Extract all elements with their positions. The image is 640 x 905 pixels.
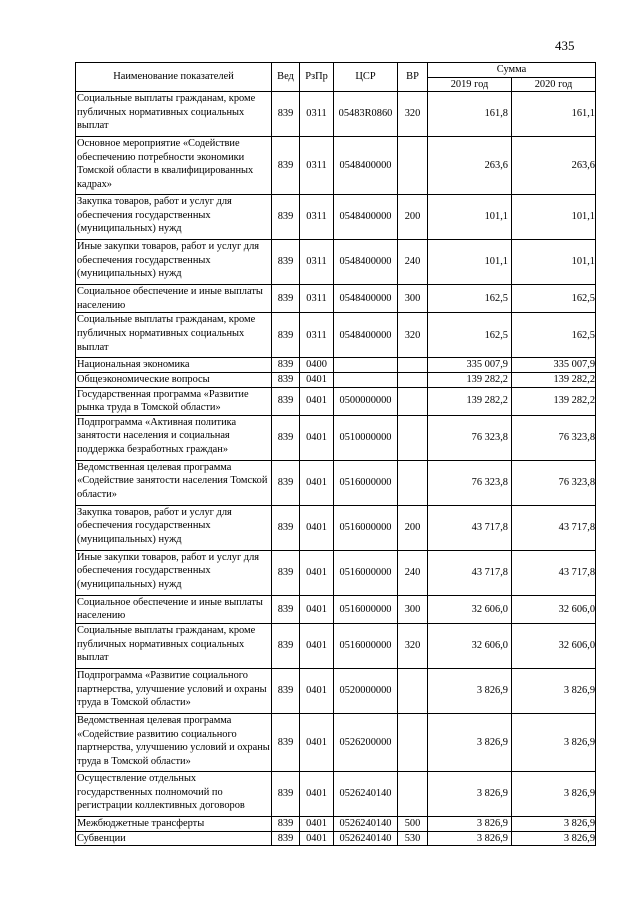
table-header — [76, 63, 596, 92]
row-name: Национальная экономика — [76, 358, 272, 373]
row-2020: 335 007,9 — [512, 358, 596, 373]
row-name: Межбюджетные трансферты — [76, 816, 272, 831]
row-vr: 200 — [398, 505, 428, 550]
table-row — [76, 460, 596, 505]
row-name: Подпрограмма «Активная политика занятости населения и социальная поддержка безработных граждан» — [76, 415, 272, 460]
table-row — [76, 623, 596, 668]
row-2019: 162,5 — [428, 285, 512, 313]
row-ved: 839 — [272, 285, 300, 313]
row-2019: 139 282,2 — [428, 387, 512, 415]
row-name: Ведомственная целевая программа «Содействие занятости населения Томской области» — [76, 460, 272, 505]
row-ved: 839 — [272, 195, 300, 240]
budget-table — [75, 62, 596, 846]
row-2019: 162,5 — [428, 313, 512, 358]
table-row — [76, 595, 596, 623]
row-2019: 32 606,0 — [428, 595, 512, 623]
row-vr — [398, 668, 428, 713]
row-csr: 0548400000 — [334, 137, 398, 195]
row-2020: 162,5 — [512, 313, 596, 358]
table-row — [76, 195, 596, 240]
table-row — [76, 92, 596, 137]
header-csr: ЦСР — [334, 63, 398, 92]
row-2020: 32 606,0 — [512, 595, 596, 623]
row-rzpr: 0401 — [300, 623, 334, 668]
row-vr: 240 — [398, 550, 428, 595]
row-rzpr: 0401 — [300, 831, 334, 846]
header-2020: 2020 год — [512, 77, 596, 92]
row-rzpr: 0311 — [300, 240, 334, 285]
row-vr — [398, 713, 428, 771]
row-ved: 839 — [272, 137, 300, 195]
row-rzpr: 0400 — [300, 358, 334, 373]
row-2019: 161,8 — [428, 92, 512, 137]
row-rzpr: 0401 — [300, 816, 334, 831]
row-name: Государственная программа «Развитие рынка труда в Томской области» — [76, 387, 272, 415]
row-csr: 0548400000 — [334, 285, 398, 313]
row-vr: 300 — [398, 595, 428, 623]
row-ved: 839 — [272, 387, 300, 415]
row-rzpr: 0401 — [300, 771, 334, 816]
row-2019: 139 282,2 — [428, 372, 512, 387]
row-ved: 839 — [272, 713, 300, 771]
row-ved: 839 — [272, 831, 300, 846]
table-row — [76, 137, 596, 195]
header-rzpr: РзПр — [300, 63, 334, 92]
table-body — [76, 92, 596, 846]
row-csr: 0500000000 — [334, 387, 398, 415]
header-2019: 2019 год — [428, 77, 512, 92]
row-2019: 43 717,8 — [428, 550, 512, 595]
row-name: Социальное обеспечение и иные выплаты населению — [76, 285, 272, 313]
row-vr: 320 — [398, 313, 428, 358]
row-csr: 05483R0860 — [334, 92, 398, 137]
row-vr: 320 — [398, 92, 428, 137]
page-number: 435 — [555, 38, 575, 53]
row-2020: 3 826,9 — [512, 831, 596, 846]
row-name: Закупка товаров, работ и услуг для обеспечения государственных (муниципальных) нужд — [76, 505, 272, 550]
table-row — [76, 387, 596, 415]
row-csr: 0516000000 — [334, 595, 398, 623]
row-name: Иные закупки товаров, работ и услуг для обеспечения государственных (муниципальных) нужд — [76, 240, 272, 285]
row-ved: 839 — [272, 816, 300, 831]
row-name: Иные закупки товаров, работ и услуг для обеспечения государственных (муниципальных) нужд — [76, 550, 272, 595]
row-2020: 101,1 — [512, 240, 596, 285]
row-ved: 839 — [272, 372, 300, 387]
table-row — [76, 285, 596, 313]
row-name: Основное мероприятие «Содействие обеспечению потребности экономики Томской области в квалифицированных кадрах» — [76, 137, 272, 195]
row-ved: 839 — [272, 550, 300, 595]
row-2019: 3 826,9 — [428, 831, 512, 846]
table-row — [76, 668, 596, 713]
row-name: Социальные выплаты гражданам, кроме публичных нормативных социальных выплат — [76, 92, 272, 137]
row-rzpr: 0311 — [300, 92, 334, 137]
table-row — [76, 240, 596, 285]
row-name: Социальные выплаты гражданам, кроме публичных нормативных социальных выплат — [76, 623, 272, 668]
row-csr: 0548400000 — [334, 313, 398, 358]
row-rzpr: 0401 — [300, 372, 334, 387]
table-row — [76, 550, 596, 595]
row-2019: 43 717,8 — [428, 505, 512, 550]
row-2020: 139 282,2 — [512, 387, 596, 415]
row-csr: 0516000000 — [334, 623, 398, 668]
row-2020: 3 826,9 — [512, 771, 596, 816]
row-2019: 101,1 — [428, 240, 512, 285]
row-rzpr: 0311 — [300, 137, 334, 195]
row-vr: 200 — [398, 195, 428, 240]
row-ved: 839 — [272, 313, 300, 358]
row-2020: 161,1 — [512, 92, 596, 137]
header-ved: Вед — [272, 63, 300, 92]
row-2019: 3 826,9 — [428, 816, 512, 831]
row-rzpr: 0401 — [300, 550, 334, 595]
row-name: Подпрограмма «Развитие социального партнерства, улучшение условий и охраны труда в Томской области» — [76, 668, 272, 713]
row-vr: 500 — [398, 816, 428, 831]
row-2020: 101,1 — [512, 195, 596, 240]
row-csr — [334, 372, 398, 387]
header-vr: ВР — [398, 63, 428, 92]
row-ved: 839 — [272, 505, 300, 550]
table-row — [76, 372, 596, 387]
row-csr: 0526240140 — [334, 771, 398, 816]
row-name: Социальные выплаты гражданам, кроме публичных нормативных социальных выплат — [76, 313, 272, 358]
row-vr — [398, 460, 428, 505]
row-rzpr: 0401 — [300, 668, 334, 713]
row-rzpr: 0401 — [300, 505, 334, 550]
row-ved: 839 — [272, 460, 300, 505]
row-rzpr: 0401 — [300, 595, 334, 623]
row-csr: 0526240140 — [334, 831, 398, 846]
row-vr — [398, 137, 428, 195]
row-2020: 162,5 — [512, 285, 596, 313]
header-sum: Сумма — [428, 63, 596, 78]
row-name: Закупка товаров, работ и услуг для обеспечения государственных (муниципальных) нужд — [76, 195, 272, 240]
table-row — [76, 771, 596, 816]
row-2020: 43 717,8 — [512, 505, 596, 550]
row-2019: 335 007,9 — [428, 358, 512, 373]
row-name: Ведомственная целевая программа «Содействие развитию социального партнерства, улучшению условий и охраны труда в Томской области» — [76, 713, 272, 771]
row-ved: 839 — [272, 415, 300, 460]
row-csr: 0548400000 — [334, 240, 398, 285]
row-vr: 240 — [398, 240, 428, 285]
row-ved: 839 — [272, 358, 300, 373]
row-csr: 0526200000 — [334, 713, 398, 771]
table-row — [76, 831, 596, 846]
row-2019: 76 323,8 — [428, 460, 512, 505]
row-2020: 139 282,2 — [512, 372, 596, 387]
row-vr — [398, 358, 428, 373]
row-rzpr: 0311 — [300, 313, 334, 358]
table-row — [76, 713, 596, 771]
row-rzpr: 0401 — [300, 460, 334, 505]
row-ved: 839 — [272, 771, 300, 816]
row-2020: 32 606,0 — [512, 623, 596, 668]
row-rzpr: 0401 — [300, 713, 334, 771]
row-2020: 3 826,9 — [512, 816, 596, 831]
row-2020: 43 717,8 — [512, 550, 596, 595]
row-ved: 839 — [272, 595, 300, 623]
row-rzpr: 0311 — [300, 195, 334, 240]
table-row — [76, 816, 596, 831]
table-row — [76, 358, 596, 373]
row-csr: 0510000000 — [334, 415, 398, 460]
row-rzpr: 0401 — [300, 415, 334, 460]
row-2019: 76 323,8 — [428, 415, 512, 460]
row-2019: 3 826,9 — [428, 668, 512, 713]
row-ved: 839 — [272, 92, 300, 137]
row-2019: 263,6 — [428, 137, 512, 195]
row-2019: 32 606,0 — [428, 623, 512, 668]
row-2020: 3 826,9 — [512, 668, 596, 713]
row-csr: 0526240140 — [334, 816, 398, 831]
row-csr — [334, 358, 398, 373]
row-ved: 839 — [272, 668, 300, 713]
row-name: Осуществление отдельных государственных полномочий по регистрации коллективных договоров — [76, 771, 272, 816]
row-ved: 839 — [272, 623, 300, 668]
row-csr: 0516000000 — [334, 550, 398, 595]
row-ved: 839 — [272, 240, 300, 285]
row-csr: 0548400000 — [334, 195, 398, 240]
row-vr: 530 — [398, 831, 428, 846]
row-2019: 3 826,9 — [428, 713, 512, 771]
row-csr: 0516000000 — [334, 460, 398, 505]
table-row — [76, 313, 596, 358]
row-2020: 263,6 — [512, 137, 596, 195]
row-name: Общеэкономические вопросы — [76, 372, 272, 387]
row-vr — [398, 387, 428, 415]
row-vr — [398, 771, 428, 816]
row-2020: 76 323,8 — [512, 415, 596, 460]
row-name: Субвенции — [76, 831, 272, 846]
table-row — [76, 505, 596, 550]
row-vr — [398, 372, 428, 387]
row-csr: 0516000000 — [334, 505, 398, 550]
row-name: Социальное обеспечение и иные выплаты населению — [76, 595, 272, 623]
row-rzpr: 0311 — [300, 285, 334, 313]
row-vr: 320 — [398, 623, 428, 668]
header-name: Наименование показателей — [76, 63, 272, 92]
row-2019: 3 826,9 — [428, 771, 512, 816]
row-2020: 3 826,9 — [512, 713, 596, 771]
row-2019: 101,1 — [428, 195, 512, 240]
row-csr: 0520000000 — [334, 668, 398, 713]
row-2020: 76 323,8 — [512, 460, 596, 505]
row-rzpr: 0401 — [300, 387, 334, 415]
row-vr — [398, 415, 428, 460]
table-row — [76, 415, 596, 460]
row-vr: 300 — [398, 285, 428, 313]
